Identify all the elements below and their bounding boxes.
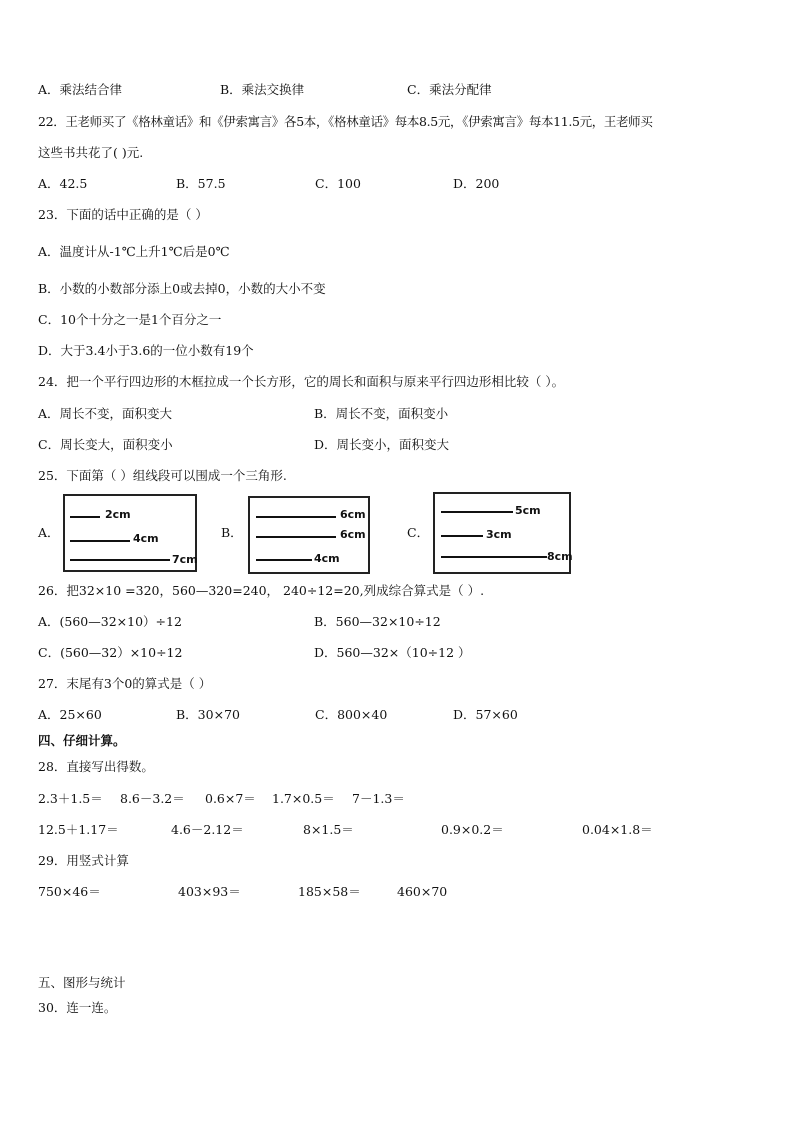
- q30-stem: 30．连一连。: [38, 1000, 117, 1015]
- q22-option-b: B．57.5: [176, 176, 226, 191]
- q29-item: 185×58＝: [298, 884, 361, 899]
- segment-line: [256, 536, 336, 538]
- segment-line: [256, 516, 336, 518]
- q28-row2-item: 4.6－2.12＝: [171, 822, 244, 837]
- q24-option-b: B．周长不变，面积变小: [314, 406, 449, 421]
- q28-row2-item: 0.04×1.8＝: [582, 822, 653, 837]
- q28-row1-item: 0.6×7＝: [205, 791, 256, 806]
- section-5-heading: 五、图形与统计: [38, 975, 126, 990]
- q21-option-b: B．乘法交换律: [220, 82, 305, 97]
- q29-item: 750×46＝: [38, 884, 101, 899]
- q23-option-a: A．温度计从-1℃上升1℃后是0℃: [38, 244, 230, 259]
- q22-stem-line2: 这些书共花了( )元.: [38, 145, 144, 160]
- q22-option-c: C．100: [315, 176, 361, 191]
- q25-group-c-label: C．: [407, 525, 430, 540]
- q25-group-c-box: [433, 492, 571, 574]
- q26-option-b: B．560—32×10÷12: [314, 614, 441, 629]
- q28-row1-item: 2.3＋1.5＝: [38, 791, 103, 806]
- q23-stem: 23．下面的话中正确的是（ ）: [38, 207, 208, 222]
- q28-row2-item: 8×1.5＝: [303, 822, 354, 837]
- q25-group-a-label: A．: [38, 525, 60, 540]
- segment-line: [441, 556, 547, 558]
- segment-line: [256, 559, 312, 561]
- q27-option-b: B．30×70: [176, 707, 240, 722]
- section-4-heading: 四、仔细计算。: [38, 733, 126, 748]
- segment-label: 7cm: [172, 553, 198, 566]
- q26-stem: 26．把32×10 =320，560—320=240， 240÷12=20,列成综合算式是（ ）.: [38, 583, 485, 598]
- q25-group-b-label: B．: [221, 525, 243, 540]
- q24-option-d: D．周长变小，面积变大: [314, 437, 450, 452]
- q28-row1-item: 8.6－3.2＝: [120, 791, 185, 806]
- segment-line: [441, 535, 483, 537]
- q24-option-c: C．周长变大，面积变小: [38, 437, 173, 452]
- q22-stem-line1: 22．王老师买了《格林童话》和《伊索寓言》各5本，《格林童话》每本8.5元，《伊索寓言》每本11.5元，王老师买: [38, 114, 653, 129]
- q23-option-d: D．大于3.4小于3.6的一位小数有19个: [38, 343, 254, 358]
- segment-label: 5cm: [515, 504, 541, 517]
- segment-line: [70, 516, 100, 518]
- q28-row2-item: 12.5＋1.17＝: [38, 822, 119, 837]
- segment-label: 2cm: [105, 508, 131, 521]
- segment-line: [70, 540, 130, 542]
- q28-row1-item: 7－1.3＝: [352, 791, 405, 806]
- q24-stem: 24．把一个平行四边形的木框拉成一个长方形，它的周长和面积与原来平行四边形相比较（ ）。: [38, 374, 565, 389]
- q26-option-d: D．560—32×（10÷12 ）: [314, 645, 471, 660]
- q28-row1-item: 1.7×0.5＝: [272, 791, 335, 806]
- q28-stem: 28．直接写出得数。: [38, 759, 154, 774]
- segment-label: 4cm: [314, 552, 340, 565]
- q27-option-d: D．57×60: [453, 707, 518, 722]
- segment-label: 4cm: [133, 532, 159, 545]
- q25-stem: 25．下面第（ ）组线段可以围成一个三角形.: [38, 468, 287, 483]
- q25-group-a-box: [63, 494, 197, 572]
- q23-option-b: B．小数的小数部分添上0或去掉0，小数的大小不变: [38, 281, 326, 296]
- q24-option-a: A．周长不变，面积变大: [38, 406, 173, 421]
- segment-label: 6cm: [340, 528, 366, 541]
- q22-option-d: D．200: [453, 176, 500, 191]
- q27-option-a: A．25×60: [38, 707, 102, 722]
- q27-stem: 27．末尾有3个0的算式是（ ）: [38, 676, 212, 691]
- q29-item: 460×70: [397, 884, 448, 899]
- q21-option-a: A．乘法结合律: [38, 82, 123, 97]
- q26-option-c: C．(560—32）×10÷12: [38, 645, 183, 660]
- q29-item: 403×93＝: [178, 884, 241, 899]
- q28-row2-item: 0.9×0.2＝: [441, 822, 504, 837]
- q26-option-a: A．(560—32×10）÷12: [38, 614, 182, 629]
- q22-option-a: A．42.5: [38, 176, 88, 191]
- q27-option-c: C．800×40: [315, 707, 388, 722]
- q21-option-c: C．乘法分配律: [407, 82, 492, 97]
- q25-group-b-box: [248, 496, 370, 574]
- segment-label: 3cm: [486, 528, 512, 541]
- segment-label: 6cm: [340, 508, 366, 521]
- segment-line: [70, 559, 170, 561]
- segment-label: 8cm: [547, 550, 573, 563]
- q23-option-c: C．10个十分之一是1个百分之一: [38, 312, 222, 327]
- q29-stem: 29．用竖式计算: [38, 853, 129, 868]
- segment-line: [441, 511, 513, 513]
